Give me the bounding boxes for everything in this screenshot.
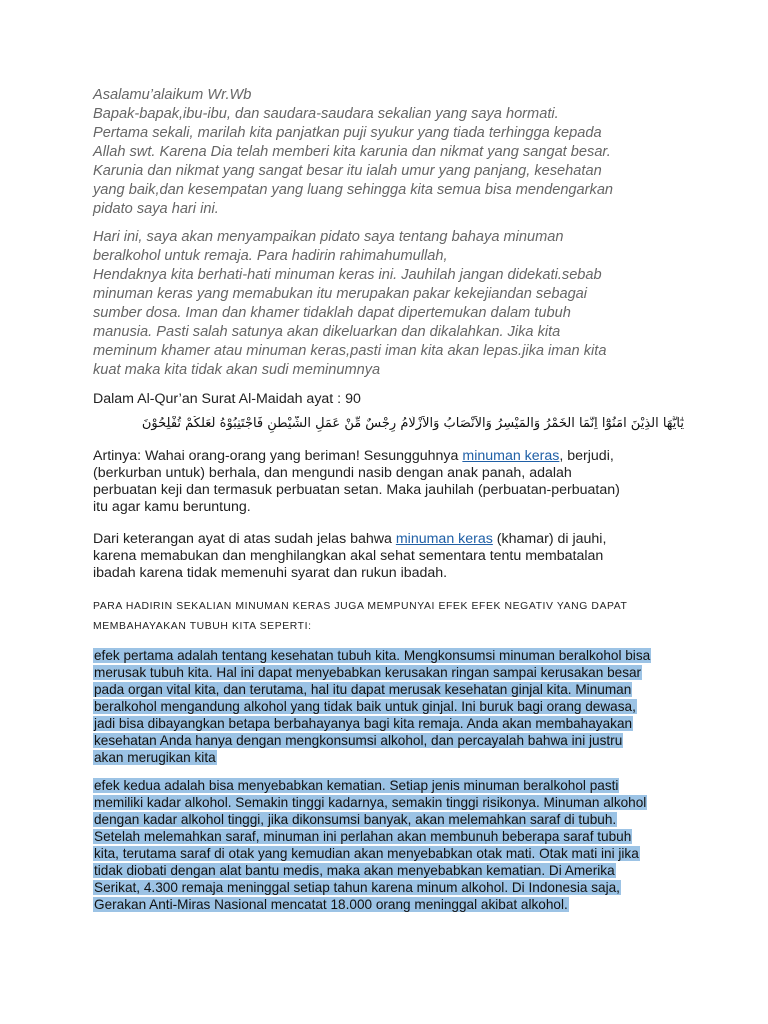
highlighted-line xyxy=(93,811,678,828)
text-line: Hendaknya kita berhati-hati minuman keras ini. Jauhilah jangan didekati.sebab xyxy=(93,267,602,283)
highlighted-line xyxy=(93,681,678,698)
highlighted-line xyxy=(93,777,678,794)
text-fragment: , berjudi, xyxy=(559,448,614,464)
text-line: Karunia dan nikmat yang sangat besar itu ialah umur yang panjang, kesehatan xyxy=(93,163,602,179)
explanation-paragraph xyxy=(93,531,678,582)
text-line: Bapak-bapak,ibu-ibu, dan saudara-saudara sekalian yang saya hormati. xyxy=(93,106,559,122)
text-line: yang baik,dan kesempatan yang luang sehingga kita semua bisa mendengarkan xyxy=(93,182,614,198)
highlighted-line xyxy=(93,698,678,715)
text-line: Allah swt. Karena Dia telah memberi kita karunia dan nikmat yang sangat besar. xyxy=(93,144,611,160)
effects-heading xyxy=(93,597,678,637)
highlighted-line xyxy=(93,828,678,845)
highlight: pada organ vital kita, dan terutama, hal itu dapat merusak kesehatan ginjal kita. Minuman xyxy=(94,682,632,697)
text-line: minuman keras yang memabukan itu merupakan pakar kekejiandan sebagai xyxy=(93,286,588,302)
highlight: efek pertama adalah tentang kesehatan tubuh kita. Mengkonsumsi minuman beralkohol bisa xyxy=(94,648,651,663)
text-line: Pertama sekali, marilah kita panjatkan puji syukur yang tiada terhingga kepada xyxy=(93,125,602,141)
text-line: (berkurban untuk) berhala, dan mengundi nasib dengan anak panah, adalah xyxy=(93,465,572,481)
text-line: PARA HADIRIN SEKALIAN MINUMAN KERAS JUGA MEMPUNYAI EFEK EFEK NEGATIV YANG DAPAT xyxy=(93,601,628,612)
text-line: itu agar kamu beruntung. xyxy=(93,499,251,515)
highlight: merusak tubuh kita. Hal ini dapat menyebabkan kerusakan ringan sampai kerusakan besar xyxy=(94,665,642,680)
topic-paragraph xyxy=(93,228,678,380)
arabic-verse: يٰٓاَيُّهَا الَّذِيْنَ اٰمَنُوْٓا اِنَّمَا الْخَمْرُ وَالْمَيْسِرُ وَالْاَنْصَابُ وَالْاَزْلَامُ رِجْسٌ مِّنْ عَمَلِ الشَّيْطٰنِ فَاجْتَنِبُوْهُ لَعَلَّكُمْ تُفْلِحُوْنَ xyxy=(141,416,684,431)
effect-one-paragraph[interactable] xyxy=(93,647,678,766)
text-line xyxy=(93,531,678,548)
highlight: dengan kadar alkohol tinggi, jika dikonsumsi banyak, akan melemahkan saraf di tubuh. xyxy=(94,812,617,827)
highlight: tidak diobati dengan alat bantu medis, maka akan menyebabkan kematian. Di Amerika xyxy=(94,863,615,878)
highlight: kita, terutama saraf di otak yang kemudian akan menyebabkan otak mati. Otak mati ini jika xyxy=(94,846,639,861)
text-line: MEMBAHAYAKAN TUBUH KITA SEPERTI: xyxy=(93,621,312,632)
document-page xyxy=(93,86,684,913)
text-line: Hari ini, saya akan menyampaikan pidato saya tentang bahaya minuman xyxy=(93,229,564,245)
effect-two-paragraph[interactable] xyxy=(93,777,678,913)
highlighted-line xyxy=(93,879,678,896)
highlighted-line xyxy=(93,647,678,664)
minuman-keras-link[interactable]: minuman keras xyxy=(395,531,493,547)
text-line: beralkohol untuk remaja. Para hadirin rahimahumullah, xyxy=(93,248,448,264)
highlight: Gerakan Anti-Miras Nasional mencatat 18.000 orang meninggal akibat alkohol. xyxy=(94,897,568,912)
text-line: meminum khamer atau minuman keras,pasti iman kita akan lepas.jika iman kita xyxy=(93,343,607,359)
text-line: ibadah karena tidak memenuhi syarat dan rukun ibadah. xyxy=(93,565,448,581)
translation-paragraph xyxy=(93,448,678,516)
highlight: kesehatan Anda hanya dengan mengkonsumsi alkohol, dan percayalah bahwa ini justru xyxy=(94,733,623,748)
highlighted-line xyxy=(93,862,678,879)
text-line: kuat maka kita tidak akan sudi meminumnya xyxy=(93,362,381,378)
highlighted-line xyxy=(93,715,678,732)
text-line: pidato saya hari ini. xyxy=(93,201,219,217)
text-fragment: (khamar) di jauhi, xyxy=(492,531,607,547)
highlighted-line xyxy=(93,845,678,862)
highlighted-line xyxy=(93,664,678,681)
highlight: beralkohol mengandung alkohol yang tidak baik untuk ginjal. Ini buruk bagi orang dewasa, xyxy=(94,699,636,714)
surah-reference: Dalam Al-Qur’an Surat Al-Maidah ayat : 90 xyxy=(93,391,361,407)
text-line: sumber dosa. Iman dan khamer tidaklah dapat dipertemukan dalam tubuh xyxy=(93,305,571,321)
text-fragment: Artinya: Wahai orang-orang yang beriman! Sesungguhnya xyxy=(93,448,463,464)
highlighted-line xyxy=(93,732,678,749)
text-line xyxy=(93,448,678,465)
text-line: Asalamu’alaikum Wr.Wb xyxy=(93,87,252,103)
text-line: perbuatan keji dan termasuk perbuatan setan. Maka jauhilah (perbuatan-perbuatan) xyxy=(93,482,620,498)
highlight: memiliki kadar alkohol. Semakin tinggi kadarnya, semakin tinggi risikonya. Minuman alkohol xyxy=(94,795,647,810)
text-line: manusia. Pasti salah satunya akan dikeluarkan dan dikalahkan. Jika kita xyxy=(93,324,561,340)
highlighted-line xyxy=(93,749,678,766)
intro-paragraph xyxy=(93,86,678,219)
highlight: Serikat, 4.300 remaja meninggal setiap tahun karena minum alkohol. Di Indonesia saja, xyxy=(94,880,620,895)
highlight: Setelah melemahkan saraf, minuman ini perlahan akan membunuh beberapa saraf tubuh xyxy=(94,829,632,844)
highlighted-line xyxy=(93,794,678,811)
highlighted-line xyxy=(93,896,678,913)
minuman-keras-link[interactable]: minuman keras xyxy=(462,448,560,464)
highlight: akan merugikan kita xyxy=(94,750,216,765)
highlight: jadi bisa dibayangkan betapa berbahayanya bagi kita remaja. Anda akan membahayakan xyxy=(94,716,633,731)
text-fragment: Dari keterangan ayat di atas sudah jelas bahwa xyxy=(93,531,396,547)
text-line: karena memabukan dan menghilangkan akal sehat sementara tentu membatalan xyxy=(93,548,604,564)
highlight: efek kedua adalah bisa menyebabkan kematian. Setiap jenis minuman beralkohol pasti xyxy=(94,778,619,793)
